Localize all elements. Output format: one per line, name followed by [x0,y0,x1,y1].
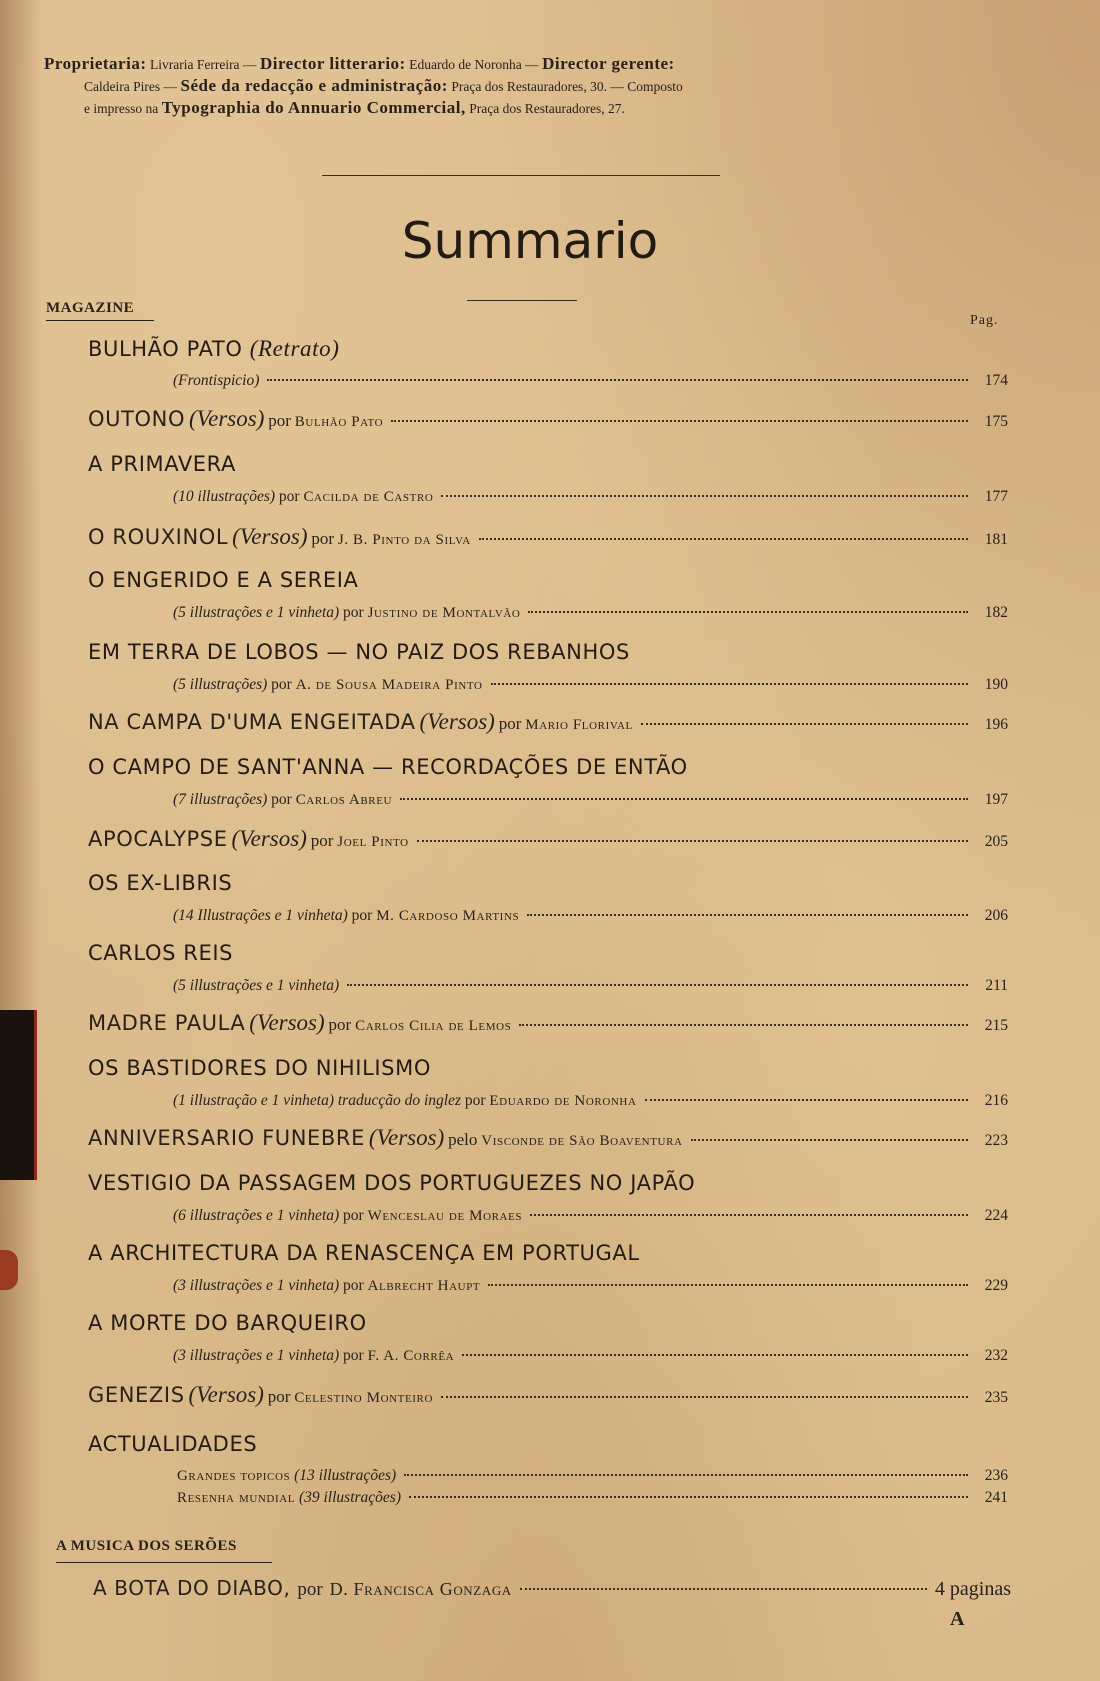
toc-row [88,1092,1008,1116]
entry-by: por [271,676,292,693]
entry-author: Visconde de São Boaventura [481,1133,683,1149]
actualidades-note: (39 illustrações) [298,1489,401,1506]
entry-page: 174 [984,372,1008,389]
director-litterario-value: Eduardo de Noronha — [409,57,539,72]
signature-mark: A [950,1608,965,1630]
entry-page: 232 [984,1347,1008,1364]
toc-row [88,1010,1008,1040]
leader-dots [462,1354,968,1356]
musica-underline [56,1562,272,1563]
leader-dots [491,683,968,685]
musica-title: A BOTA DO DIABO, [93,1576,291,1600]
entry-title [88,1432,257,1456]
actualidades-row [88,1489,1008,1511]
entry-title-text: O ENGERIDO E A SEREIA [88,568,359,592]
pag-column-label: Pag. [970,313,999,328]
entry-author: Carlos Cilia de Lemos [355,1018,512,1034]
sede-value: Praça dos Restauradores, 30. — Composto [451,79,683,94]
leader-dots [528,611,968,613]
entry-page: 223 [984,1132,1008,1149]
entry-title-text: NA CAMPA D'UMA ENGEITADA [88,710,416,734]
title-divider [467,300,577,301]
proprietaria-value: Livraria Ferreira — [149,57,257,72]
toc-row [88,1382,1008,1412]
entry-title [88,941,233,965]
entry-title-note: (Versos) [419,709,495,734]
leader-dots [417,840,968,842]
entry-title-text: APOCALYPSE [88,827,228,851]
entry-title-text: A PRIMAVERA [88,452,236,476]
sede-label: Séde da redacção e administração: [180,76,448,95]
entry-subtitle: (5 illustrações e 1 vinheta) [173,604,340,621]
entry-author: J. B. Pinto da Silva [337,532,471,548]
entry-title-text: OS BASTIDORES DO NIHILISMO [88,1056,431,1080]
entry-title-text: EM TERRA DE LOBOS — NO PAIZ DOS REBANHOS [88,640,630,664]
entry-author: Cacilda de Castro [303,489,434,505]
entry-subtitle: (7 illustrações) [173,791,268,808]
musica-by: por [297,1579,323,1600]
entry-title-text: A ARCHITECTURA DA RENASCENÇA EM PORTUGAL [88,1241,640,1265]
binding-fragment [0,1250,18,1290]
entry-title-text: GENEZIS [88,1383,185,1407]
toc-row [88,826,1008,856]
leader-dots [691,1139,968,1141]
entry-title [88,336,339,362]
entry-author: Joel Pinto [337,834,409,850]
entry-page: 236 [984,1467,1008,1484]
actualidades-note: (13 illustrações) [294,1467,397,1484]
entry-page: 215 [984,1017,1008,1034]
entry-title [88,1241,640,1265]
entry-author: Celestino Monteiro [294,1390,434,1406]
entry-by: por [464,1092,486,1109]
entry-by: por [311,529,335,548]
entry-title-text: MADRE PAULA [88,1011,246,1035]
actualidades-label: Grandes topicos [177,1468,291,1484]
toc-row [88,604,1008,628]
entry-author: Bulhão Pato [294,414,384,430]
section-musica [56,1538,237,1555]
entry-page: 196 [984,716,1008,733]
leader-dots [409,1496,968,1498]
leader-dots [520,1588,927,1590]
leader-dots [645,1099,969,1101]
entry-subtitle: (5 illustrações) [173,676,268,693]
entry-title-note: (Versos) [249,1010,325,1035]
top-divider [322,175,720,176]
publisher-header [44,54,1004,120]
torn-binding [0,1010,37,1180]
leader-dots [347,984,968,986]
toc-row [88,372,1008,396]
entry-author: F. A. Corrêa [367,1348,455,1364]
page-title: Summario [401,212,659,270]
section-musica-label: A MUSICA DOS SERÕES [56,1538,237,1554]
entry-author: Eduardo de Noronha [489,1093,637,1109]
entry-by: por [271,791,292,808]
entry-title-note: (Versos) [231,826,307,851]
actualidades-label: Resenha mundial [177,1490,296,1506]
toc-row [88,1207,1008,1231]
entry-title [88,1171,695,1195]
entry-page: 241 [984,1489,1008,1506]
typographia-value: Praça dos Restauradores, 27. [469,101,625,116]
toc-row [88,977,1008,1001]
entry-title [88,568,359,592]
toc-row [88,406,1008,436]
leader-dots [641,723,968,725]
musica-pages: 4 paginas [934,1578,1011,1600]
entry-author: A. de Sousa Madeira Pinto [295,677,483,693]
entry-subtitle: (10 illustrações) [173,488,276,505]
entry-by: por [343,1347,364,1364]
entry-by: por [268,411,291,430]
entry-title-note: (Versos) [188,1382,264,1407]
entry-page: 175 [984,413,1008,430]
entry-subtitle: (1 illustração e 1 vinheta) traducção do inglez [173,1092,461,1109]
section-magazine-label: MAGAZINE [46,300,135,316]
toc-row [88,1347,1008,1371]
entry-author: M. Cardoso Martins [376,908,520,924]
entry-by: por [343,1207,364,1224]
entry-page: 224 [984,1207,1008,1224]
entry-author: Justino de Montalvão [367,605,521,621]
entry-title-text: VESTIGIO DA PASSAGEM DOS PORTUGUEZES NO JAPÃO [88,1171,696,1195]
leader-dots [479,538,968,540]
leader-dots [488,1284,968,1286]
entry-author: Wenceslau de Moraes [367,1208,523,1224]
entry-page: 182 [984,604,1008,621]
entry-title-text: A MORTE DO BARQUEIRO [88,1311,367,1335]
entry-title-note: (Versos) [368,1125,445,1150]
leader-dots [519,1024,968,1026]
toc-row [88,907,1008,931]
entry-author: Mario Florival [525,717,633,733]
director-gerente-label: Director gerente: [542,54,675,73]
leader-dots [441,1396,968,1398]
entry-title [88,755,688,779]
entry-page: 211 [985,977,1008,994]
leader-dots [404,1474,968,1476]
entry-subtitle: (3 illustrações e 1 vinheta) [173,1347,340,1364]
musica-author: D. Francisca Gonzaga [329,1579,512,1599]
entry-by: por [498,714,522,733]
entry-title [88,1056,431,1080]
entry-title-note: (Retrato) [249,336,340,361]
toc-row [88,524,1008,554]
toc-row [88,488,1008,512]
entry-title-text: ACTUALIDADES [88,1432,258,1456]
entry-page: 206 [984,907,1008,924]
leader-dots [527,914,968,916]
entry-by: por [328,1015,352,1034]
entry-subtitle: (6 illustrações e 1 vinheta) [173,1207,340,1224]
entry-title-text: O CAMPO DE SANT'ANNA — RECORDAÇÕES DE ENTÃO [88,755,688,779]
director-litterario-label: Director litterario: [259,54,406,73]
entry-title [88,1311,367,1335]
entry-title-text: BULHÃO PATO [88,337,243,361]
entry-title [88,640,630,664]
entry-page: 181 [984,531,1008,548]
entry-title [88,871,232,895]
entry-by: por [343,604,364,621]
entry-title-note: (Versos) [232,524,308,549]
proprietaria-label: Proprietaria: [44,54,147,73]
actualidades-row [88,1467,1008,1489]
entry-page: 216 [984,1092,1008,1109]
entry-title-text: OUTONO [88,407,186,431]
entry-author: Carlos Abreu [295,792,393,808]
section-magazine [46,300,134,317]
entry-author: Albrecht Haupt [367,1278,481,1294]
entry-by: por [343,1277,364,1294]
entry-page: 229 [984,1277,1008,1294]
entry-title-note: (Versos) [188,406,265,431]
leader-dots [441,495,968,497]
entry-by: pelo [448,1130,478,1149]
musica-entry [93,1576,1011,1604]
entry-subtitle: (14 Illustrações e 1 vinheta) [173,907,348,924]
typographia-label: Typographia do Annuario Commercial, [161,98,466,117]
leader-dots [391,420,968,422]
entry-title-text: CARLOS REIS [88,941,234,965]
entry-by: por [351,907,373,924]
entry-by: por [310,831,334,850]
entry-page: 205 [984,833,1008,850]
entry-by: por [278,488,300,505]
entry-subtitle: (Frontispicio) [173,372,260,389]
entry-subtitle: (3 illustrações e 1 vinheta) [173,1277,340,1294]
entry-page: 190 [984,676,1008,693]
entry-title [88,452,236,476]
entry-page: 235 [984,1389,1008,1406]
entry-title-text: OS EX-LIBRIS [88,871,233,895]
entry-by: por [267,1387,291,1406]
toc-row [88,791,1008,815]
director-gerente-value: Caldeira Pires — [84,79,177,94]
toc-row [88,676,1008,700]
entry-page: 177 [984,488,1008,505]
entry-subtitle: (5 illustrações e 1 vinheta) [173,977,340,994]
toc-row [88,709,1008,739]
impresso-text: e impresso na [84,101,159,116]
toc-row [88,1125,1008,1155]
entry-title-text: O ROUXINOL [88,525,229,549]
leader-dots [400,798,968,800]
leader-dots [267,379,968,381]
toc-row [88,1277,1008,1301]
entry-page: 197 [984,791,1008,808]
entry-title-text: ANNIVERSARIO FUNEBRE [88,1126,365,1150]
leader-dots [530,1214,968,1216]
